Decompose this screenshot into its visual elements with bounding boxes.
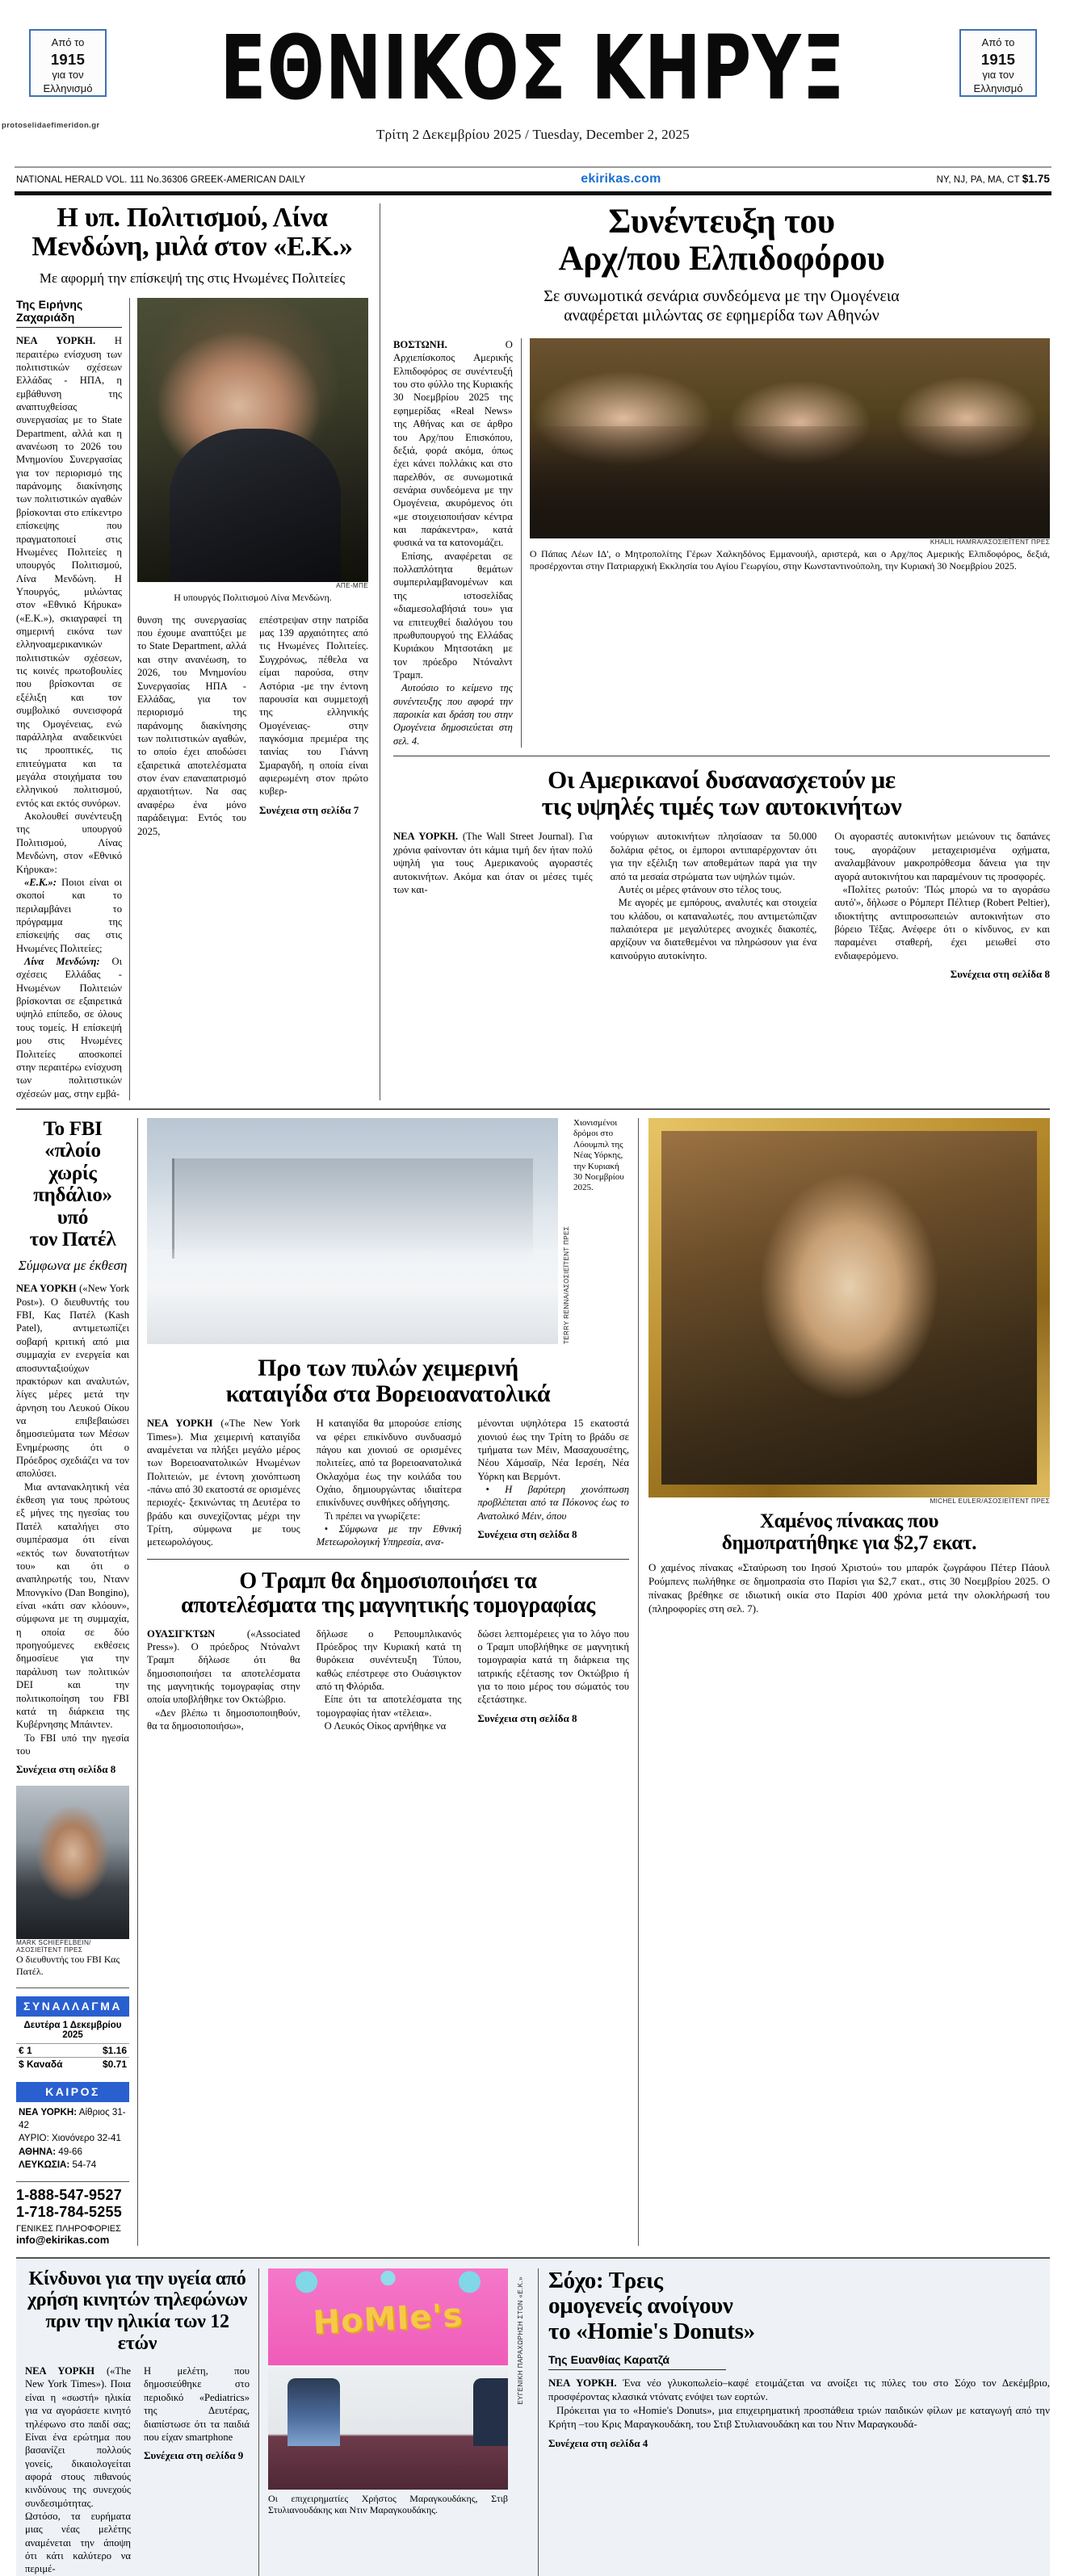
lead-left-byline: Της Ειρήνης Ζαχαριάδη: [16, 298, 122, 328]
donuts-jump[interactable]: Συνέχεια στη σελίδα 4: [548, 2436, 648, 2449]
fbi-p1-text: («New York Post»). Ο διευθυντής του FBI, Κας Πατέλ (Kash Patel), αντιμετωπίζει σοβαρή κριτική από μια συμμαχία εν ενεργεία και αποσυνταξιούχων πρακτόρων και αναλυτών, λίγες μέρες μετά την άρνηση του Λευκού Οίκου να επιβεβαιώσει δημοσιεύματα των Μέσων Ενημέρωσης ότι ο Πρόεδρος σχεδιάζει να τον απολύσει.: [16, 1283, 129, 1480]
fx-label-euro: € 1: [19, 2044, 32, 2056]
storm-photo-wrap: [147, 1118, 558, 1344]
wx-city-nicosia: ΛΕΥΚΩΣΙΑ:: [19, 2159, 70, 2171]
fbi-headline-4: τον Πατέλ: [29, 1229, 116, 1251]
fbi-headline-2: χωρίς: [48, 1162, 97, 1184]
lead-left-p4-text: Οι σχέσεις Ελλάδας - Ηνωμένων Πολιτειών βρίσκονται σε εξαιρετικά υψηλό επίπεδο, σε όλους τους τομείς. Η επίσκεψή μου στις Ηνωμένες Πολιτείες αποσκοπεί στην περαιτέρω ενίσχυση των πολιτιστικών σχέσεών μας, στην εμβά-: [16, 956, 122, 1100]
storm-col1: [147, 1417, 308, 1549]
website-link[interactable]: ekirikas.com: [581, 172, 661, 186]
cars-c3b: «Πολίτες ρωτούν: 'Πώς μπορώ να το αγοράσω αυτό'», δήλωσε ο Ρόμπερτ Πέλτιερ (Robert Peltier), ιδιοκτήτης αντιπροσωπειών αυτοκινήτων στο βόρειο Τέξας. Ανέφερε ότι ο κίνδυνος, εν και παραμένει σταθερή, έχει μειωθεί στο ενδιαφερόμενο.: [834, 883, 1050, 961]
lead-left-p1: [16, 334, 122, 810]
fbi-jump[interactable]: Συνέχεια στη σελίδα 8: [16, 1763, 116, 1776]
infobar-top-rule: [15, 166, 1051, 168]
fx-value-cad: $0.71: [102, 2058, 127, 2070]
middle-section: [16, 1108, 1050, 2246]
cars-headline: [393, 766, 1050, 819]
cars-c2: νούργιων αυτοκινήτων πλησίασαν τα 50.000 δολάρια φέτος, οι έμποροι αντιπαρέρχονταν ότι για την εξέλιξη των αποθεμάτων παρά για την από τα μεσαία στρώματα των υψηλών τιμών.: [610, 831, 817, 882]
donuts-headline-2: ομογενείς ανοίγουν: [548, 2293, 733, 2319]
donuts-dateline-city: ΝΕΑ ΥΟΡΚΗ.: [548, 2377, 617, 2390]
lead-right-body: [393, 338, 1050, 748]
lead-left-p3-text: Ποιοι είναι οι σκοποί και το περιλαμβάνει το πρόγραμμα της επίσκεψής σας στις Ηνωμένες Πολιτείες;: [16, 876, 122, 954]
storm-col2: [308, 1417, 470, 1549]
cars-c1-text: (The Wall Street Journal). Για χρόνια φαίνονταν ότι κάμια τιμή δεν ήταν πολύ υψηλή για τους Αμερικανούς αγοραστές αυτοκινήτων. Ακόμα και όταν οι μέσες τιμές των και-: [393, 831, 593, 895]
clergy-photo-credit: KHALIL HAMRA/ΑΣΟΣΙΕΪΤΕΝΤ ΠΡΕΣ: [930, 538, 1050, 546]
lead-left-col3: [253, 614, 368, 838]
snow-photo-caption: Χιονισμένοι δρόμοι στο Λόουμπιλ της Νέας Υόρκης, την Κυριακή 30 Νοεμβρίου 2025.: [573, 1117, 624, 1193]
r-sub-line-1: Σε συνωμοτικά σενάρια συνδεόμενα με την Ομογένεια: [543, 287, 900, 305]
donuts-p2: Πρόκειται για το «Homie's Donuts», μια επιχειρηματική προσπάθεια τριών παιδικών φίλων με καταγωγή από την Κρήτη –του Κρις Μαραγκουδάκη, του Στιβ Στυλιανουδάκη και του Ντιν Μαραγκουδά-: [548, 2404, 1050, 2430]
fbi-headline-1: Το FBI «πλοίο: [43, 1117, 103, 1162]
fx-value-euro: $1.16: [102, 2044, 127, 2056]
badge-year-r: 1915: [980, 50, 1016, 68]
donuts-headline-3: το «Homie's Donuts»: [548, 2318, 755, 2345]
fx-row-euro: [16, 2043, 129, 2057]
cars-jump[interactable]: Συνέχεια στη σελίδα 8: [950, 968, 1050, 981]
lead-right-subhead: [393, 287, 1050, 325]
painting-headline-1: Χαμένος πίνακας που: [759, 1510, 939, 1532]
lead-right-p1: [393, 338, 513, 550]
weather-row-tomorrow: [19, 2132, 127, 2145]
trump-col1: [147, 1627, 308, 1733]
fbi-subhead: Σύμφωνα με έκθεση: [18, 1257, 128, 1273]
cars-col3: [825, 830, 1050, 981]
trump-c2c: Ο Λευκός Οίκος αρνήθηκε να: [324, 1720, 447, 1732]
masthead-bottom-rule: [15, 191, 1051, 195]
trump-headline-1: Ο Τραμπ θα δημοσιοποιήσει τα: [239, 1568, 537, 1594]
patel-photo: [16, 1786, 129, 1939]
trump-c2b: Είπε ότι τα αποτελέσματα της τομογραφίας ήταν «τέλεια».: [316, 1694, 462, 1719]
phones-headline-1: Κίνδυνοι για την υγεία από: [28, 2268, 246, 2289]
dateline-city: ΝΕΑ ΥΟΡΚΗ.: [16, 335, 96, 347]
lead-left-subhead: Με αφορμή την επίσκεψή της στις Ηνωμένες Πολιτείες: [39, 270, 346, 286]
storm-dateline-city: ΝΕΑ ΥΟΡΚΗ: [147, 1418, 213, 1430]
lead-left-col1: [16, 298, 129, 1100]
painting-headline-2: δημοπρατήθηκε για $2,7 εκατ.: [721, 1531, 977, 1554]
trump-headline-2: αποτελέσματα της μαγνητικής τομογραφίας: [181, 1592, 595, 1618]
contact-email[interactable]: info@ekirikas.com: [16, 2233, 110, 2246]
cars-headline-2: τις υψηλές τιμές των αυτοκινήτων: [541, 792, 902, 821]
price-amount: $1.75: [1022, 173, 1050, 185]
lead-left-col2: [137, 614, 253, 838]
wx-val-nicosia: 54-74: [69, 2159, 97, 2171]
donuts-credit-wrap: [517, 2268, 538, 2576]
clergy-photo-caption: Ο Πάπας Λέων ΙΔ', ο Μητροπολίτης Γέρων Χαλκηδόνος Εμμανουήλ, αριστερά, και ο Αρχ/πος Αμερικής Ελπιδοφόρος, δεξιά, προσέρχονται στην Πατριαρχική Εκκλησία του Αγίου Γεωργίου, στην Κωνσταντινούπολη, την Κυριακή 30 Νοεμβρίου 2025.: [529, 548, 1050, 572]
patel-photo-caption: Ο διευθυντής του FBI Κας Πατέλ.: [16, 1954, 120, 1977]
fbi-p1: [16, 1282, 129, 1480]
trump-c1-text: («Associated Press»). Ο πρόεδρος Ντόναλντ Τραμπ δήλωσε ότι θα δημοσιοποιήσει τα αποτελέσματα της μαγνητικής τομογραφίας στην οποία υποβλήθηκε τον Οκτώβριο.: [147, 1627, 300, 1706]
r-headline-line-1: Συνέντευξη του: [608, 203, 835, 241]
storm-photo-row: [147, 1118, 629, 1344]
cars-c2b: Αυτές οι μέρες φτάνουν στο τέλος τους.: [618, 883, 782, 895]
badge-line3: για τον: [52, 69, 84, 82]
since-badge-right: [959, 29, 1037, 97]
cars-headline-1: Οι Αμερικανοί δυσανασχετούν με: [548, 765, 896, 794]
storm-headline-1: Προ των πυλών χειμερινή: [258, 1354, 518, 1381]
wx-val-athens: 49-66: [56, 2146, 82, 2157]
storm-article: [147, 1355, 629, 1549]
painting-photo-credit: MICHEL EULER/ΑΣΟΣΙΕΪΤΕΝΤ ΠΡΕΣ: [930, 1497, 1050, 1505]
masthead-logo-wrap: [0, 17, 1066, 120]
donuts-photos: [258, 2268, 517, 2576]
donuts-photo-credit: ΕΥΓΕΝΙΚΗ ΠΑΡΑΧΩΡΗΣΗ ΣΤΟΝ «Ε.Κ.»: [517, 2276, 524, 2405]
badge-line4: Ελληνισμό: [43, 82, 93, 94]
wx-city-athens: ΑΘΗΝΑ:: [19, 2146, 57, 2157]
weather-row-ny: [19, 2106, 127, 2133]
exchange-rate-box: [16, 1987, 129, 2071]
wx-city-ny: ΝΕΑ ΥΟΡΚΗ:: [19, 2106, 78, 2117]
painting-text: Ο χαμένος πίνακας «Σταύρωση του Ιησού Χριστού» του μπαρόκ ζωγράφου Πέτερ Πάουλ Ρούμπενς πωλήθηκε σε δημοπρασία στο Παρίσι για $2,7 εκατ., στις 30 Νοεμβρίου 2025. Ο πίνακας βρέθηκε σε ιδιωτική οικία στο Παρίσι 400 χρόνια μετά την ολοκλήρωσή του (πληροφορίες στη σελ. 7).: [648, 1561, 1050, 1615]
lead-left-col2-text: θυνση της συνεργασίας που έχουμε αναπτύξει με το State Department, αλλά και στην ανανέωση, το 2026, του Μνημονίου Συνεργασίας ΗΠΑ - Ελλάδας, για τον περιορισμό της παράνομης διακίνησης των πολιτιστικών αγαθών, το οποίο έχει αποδώσει εξαιρετικά αποτελέσματα στον έναν επαναπατρισμό αρχαιοτήτων. Να σας αναφέρω ένα μόνο παράδειγμα: Εντός του 2025,: [137, 614, 246, 837]
phones-col1: [25, 2364, 137, 2576]
trump-c1: [147, 1627, 300, 1707]
top-section: [16, 203, 1050, 1100]
mendoni-photo-caption: Η υπουργός Πολιτισμού Λίνα Μενδώνη.: [174, 592, 332, 604]
dateline: Τρίτη 2 Δεκεμβρίου 2025 / Tuesday, December 2, 2025: [376, 127, 690, 143]
storm-c2: Η καταιγίδα θα μπορούσε επίσης να φέρει επικίνδυνο συνδυασμό πάγου και χιονιού σε ορισμένες πολιτείες, από τα βορειοανατολικά Οκλαχόμα έως την κοιλάδα του Οχάιο, δημιουργώντας ιδιαίτερα επικίνδυνες συνθήκες οδήγησης.: [316, 1418, 462, 1509]
general-info-label: ΓΕΝΙΚΕΣ ΠΛΗΡΟΦΟΡΙΕΣ: [16, 2223, 121, 2234]
patel-photo-credit: MARK SCHIEFELBEIN/ΑΣΟΣΙΕΪΤΕΝΤ ΠΡΕΣ: [16, 1939, 91, 1954]
storm-c3b: • Η βαρύτερη χιονόπτωση προβλέπεται από τα Πόκονος έως το Ανατολικό Μέιν, όπου: [477, 1483, 629, 1522]
fbi-dateline-city: ΝΕΑ ΥΟΡΚΗ: [16, 1283, 77, 1295]
masthead: [0, 0, 1066, 158]
clergy-photo: [530, 338, 1050, 538]
lead-right-p3: Αυτούσιο το κείμενο της συνέντευξης που αφορά την παροικία και δράση του στην Ομογένεια δημοσιεύεται στη σελ. 4.: [393, 682, 513, 747]
wx-val-ny: Αίθριος 31-42: [19, 2106, 126, 2131]
fx-date: Δευτέρα 1 Δεκεμβρίου 2025: [23, 2020, 122, 2040]
since-badge-left: [29, 29, 107, 97]
storm-caption-wrap: [558, 1118, 629, 1344]
price-info: [937, 173, 1050, 185]
homies-logo-text: HoMIe's: [312, 2297, 464, 2343]
badge-line4-r: Ελληνισμό: [973, 82, 1023, 94]
source-watermark: protoselidaefimeridon.gr: [2, 121, 100, 130]
newspaper-logo: ΕΘΝΙΚΟΣ ΚΗΡΥΞ: [220, 17, 846, 120]
fbi-article: [16, 1118, 137, 2246]
donuts-founders-photo: [268, 2369, 508, 2490]
storm-headline: [147, 1355, 629, 1407]
fbi-p3: Το FBI υπό την ηγεσία του: [16, 1732, 129, 1757]
lead-left-p4: [16, 955, 122, 1100]
infobar: [16, 172, 1050, 186]
phones-p2: Η μελέτη, που δημοσιεύθηκε στο περιοδικό «Pediatrics» της Δευτέρας, διαπίστωσε ότι τα παιδιά που είχαν smartphone: [144, 2365, 250, 2443]
storm-col3: [469, 1417, 629, 1549]
badge-line3-r: για τον: [982, 69, 1014, 82]
fx-label-cad: $ Καναδά: [19, 2058, 63, 2070]
weather-rows: [16, 2102, 129, 2176]
fx-title: ΣΥΝΑΛΛΑΓΜΑ: [16, 1996, 129, 2017]
lead-right-p2: Επίσης, αναφέρεται σε πολλαπλότητα θεμάτων συμπεριλαμβανομένων και της ιστοσελίδας «διαμεσολαβήσιά του» για να επιτευχθεί διαλόγου του πρωθυπουργού της Ελλάδας Κυριάκου Μητσοτάκη με τον πρόεδρο Ντόναλντ Τραμπ.: [393, 550, 513, 681]
lead-left-headline: [16, 203, 368, 262]
center-column: [137, 1118, 638, 2246]
painting-headline: [648, 1511, 1050, 1555]
phones-headline-3: πριν την ηλικία των 12 ετών: [45, 2311, 229, 2355]
lead-left-article: [16, 203, 380, 1100]
storm-c1-text: («The New York Times»). Μια χειμερινή καταιγίδα αναμένεται να πλήξει μεγάλο μέρος των Βορειοανατολικών Ηνωμένων Πολιτειών, με έντονη χιονόπτωση -πάνω από 30 εκατοστά σε ορισμένες περιοχές- ξεκινώντας τη Δευτέρα το βράδυ και συνεχίζοντας μέχρι την Τρίτη, σύμφωνα με τους μετεωρολόγους.: [147, 1418, 300, 1548]
lead-left-p1-text: Η περαιτέρω ενίσχυση των πολιτιστικών σχέσεων Ελλάδας - ΗΠΑ, η εμβάθυνση της αναπτυχθείσας συνεργασίας με το State Department, αλλά και η ανανέωση το 2026 του Μνημονίου Συνεργασίας για τον περιορισμό της παράνομης διακίνησης των πολιτιστικών αγαθών βρίσκονται στο επίκεντρο επίσκεψης που πραγματοποιεί στις Ηνωμένες Πολιτείες η υπουργός Πολιτισμού, Λίνα Μενδώνη. Η Υπουργός, μιλώντας στον «Εθνικό Κήρυκα» («Ε.Κ.»), σκιαγραφεί τη σημερινή εικόνα των ελληνοαμερικανικών πολιτιστικών σχέσεων, τις κοινές πρωτοβουλίες που βρίσκονται σε εξέλιξη και τον συμβολικό συνεισφορά της Ομογένειας, ενώ παράλληλα αναδεικνύει τις προοπτικές, τις επιτεύγματα και τα μεγάλα στοιχήματα του ελληνικού πολιτισμού, εντός και εκτός συνόρων.: [16, 335, 122, 809]
contact-phones: [16, 2181, 129, 2221]
lead-left-col3-text: επέστρεψαν στην πατρίδα μας 139 αρχαιότητες από τις Ηνωμένες Πολιτείες. Συγχρόνως, πέθελα να είμαι παρούσα, στην Αστόρια -με την έντονη παρουσία και συμμετοχή της ελληνικής Ομογένειας- στην παγκόσμια πρεμιέρα της ταινίας του Γιάννη Σμαραγδή, η οποία είναι αφιερωμένη στον πρώτο κυβερ-: [259, 614, 368, 798]
lead-right-p1-text: Ο Αρχιεπίσκοπος Αμερικής Ελπιδοφόρος σε συνέντευξή του στο φύλλο της Κυριακής 30 Νοεμβρίου 2025 της εφημερίδας «Real News» της Αθήνας και σε άρθρο του Αρχ/που Επισκόπου, δεξιά, φορά ακόμα, όπως έχει κάνει πολλάκις και στο παρελθόν, σε συνωμοτικά σενάρια συνδεόμενα με την Ομογένεια, ακυρόμενος ότι «με στοιχειοποιήσαν κέντρα και παράκεντρα», κατά φυσικά να τα κατονομάζει.: [393, 339, 513, 549]
trump-c3: δώσει λεπτομέρειες για το λόγο που ο Τραμπ υποβλήθηκε σε μαγνητική τομογραφία κατά τη διάρκεια της ιατρικής εξέτασης τον Οκτώβριο ή για το ποιο μέρος του σώματός του εξετάστηκε.: [477, 1627, 629, 1706]
mendoni-photo-credit: ΑΠΕ-ΜΠΕ: [336, 582, 368, 590]
homies-logo-photo: [268, 2268, 508, 2365]
price-regions: NY, NJ, PA, MA, CT: [936, 175, 1022, 185]
lead-left-p3: [16, 876, 122, 955]
trump-article: [147, 1559, 629, 1733]
phones-p1: [25, 2364, 131, 2576]
wx-val-tomorrow: Χιονόνερο 32-41: [48, 2133, 121, 2144]
answer-label: Λίνα Μενδώνη:: [24, 956, 100, 968]
storm-headline-2: καταιγίδα στα Βορειοανατολικά: [225, 1380, 551, 1408]
lead-right-photo-col: [521, 338, 1050, 748]
weather-row-nicosia: [19, 2159, 127, 2172]
cars-dateline-city: ΝΕΑ ΥΟΡΚΗ.: [393, 831, 459, 843]
r-dateline-city: ΒΟΣΤΩΝΗ.: [393, 339, 447, 350]
r-sub-line-2: αναφέρεται μιλώντας σε εφημερίδα των Αθηνών: [564, 307, 879, 325]
headline-line-2: Μενδώνη, μιλά στον «Ε.Κ.»: [31, 232, 353, 262]
question-label: «Ε.Κ.»:: [24, 876, 57, 888]
phones-jump[interactable]: Συνέχεια στη σελίδα 9: [144, 2449, 244, 2462]
donuts-photo-caption: Οι επιχειρηματίες Χρήστος Μαραγκουδάκης, Στιβ Στυλιανουδάκης και Ντιν Μαραγκουδάκης.: [268, 2492, 508, 2516]
weather-row-athens: [19, 2146, 127, 2159]
cars-col1: [393, 830, 602, 981]
trump-col2: [308, 1627, 470, 1733]
lead-left-jump[interactable]: Συνέχεια στη σελίδα 7: [259, 803, 359, 816]
trump-col3: [469, 1627, 629, 1733]
trump-c1b: «Δεν βλέπω τι δημοσιοποιηθούν, θα τα δημοσιοποιήσω»,: [147, 1707, 300, 1732]
wx-city-tomorrow: ΑΥΡΙΟ:: [19, 2133, 49, 2144]
badge-line1: Από το: [51, 36, 85, 48]
phones-dateline-city: ΝΕΑ ΥΟΡΚΗ: [25, 2365, 95, 2377]
fx-row-cad: [16, 2057, 129, 2071]
storm-c1: [147, 1417, 300, 1549]
bottom-section: [16, 2257, 1050, 2576]
trump-headline: [147, 1569, 629, 1618]
general-info: [16, 2221, 129, 2246]
trump-dateline-city: ΟΥΑΣΙΓΚΤΩΝ: [147, 1627, 216, 1640]
phone-local[interactable]: 1-718-784-5255: [16, 2203, 122, 2220]
fbi-headline-3: πηδάλιο» υπό: [33, 1184, 112, 1229]
lead-left-photo-col: [129, 298, 368, 1100]
storm-c2b: Τι πρέπει να γνωρίζετε:: [324, 1510, 421, 1522]
weather-title: ΚΑΙΡΟΣ: [16, 2082, 129, 2102]
donuts-headline-1: Σόχο: Τρεις: [548, 2267, 663, 2293]
headline-line-1: Η υπ. Πολιτισμού, Λίνα: [57, 203, 328, 232]
phones-article: [16, 2268, 258, 2576]
phones-col2: [137, 2364, 250, 2576]
lead-right-headline: [393, 203, 1050, 278]
cars-c3: Οι αγοραστές αυτοκινήτων μειώνουν τις δαπάνες τους, αγοράζουν μεταχειρισμένα οχήματα, αναλαμβάνουν μακροπρόθεσμα δάνεια για την αγορά αυτοκινήτου και παραμένουν τις προσφορές.: [834, 831, 1050, 882]
phone-toll-free[interactable]: 1-888-547-9527: [16, 2186, 122, 2203]
rubens-painting-photo: [648, 1118, 1050, 1497]
phones-p1-text: («The New York Times»). Ποια είναι η «σωστή» ηλικία για να αγοράσετε κινητό τηλέφωνο στο παιδί σας; Είναι ένα ερώτημα που βασανίζει πολλούς γονείς, δικαιολογείται αφορά στους πιθανούς κινδύνους της συνεχούς συνδεσιμότητας. Ωστόσο, τα ευρήματα μιας νέας μελέτης αναμένεται την άποψη ότι κάτι καλύτερο να περιμέ-: [25, 2365, 132, 2575]
fbi-p2: Μια αντανακλητική νέα έκθεση για τους πρώτους εξ μήνες της ηγεσίας του Πατέλ καταλήγει στο συμπέρασμα ότι είναι «εκτός των δυνατοτήτων του» και ότι ο αναπληρωτής του, Ντανν Μπονγκίνο (Dan Bongino), είναι «κάτι σαν κλόουν», σύμφωνα με τη συμμαχία, η οποία σε δύο προηγούμενες εκθέσεις δημοσίευε για την παράλυση των πολιτικών DEI και την πολιτικοποίηση του FBI κατά τη διάρκεια της Κυβέρνησης Μπάιντεν.: [16, 1481, 129, 1731]
storm-c2c: • Σύμφωνα με την Εθνική Μετεωρολογική Υπηρεσία, ανα-: [316, 1523, 462, 1548]
donuts-p1-text: Ένα νέο γλυκοπωλείο–καφέ ετοιμάζεται να ανοίξει τις πύλες του στο Σόχο τον Δεκέμβριο, προσφέροντας κλασικά ντόνατς ενόψει των εορτών.: [548, 2377, 1050, 2403]
donuts-article: [538, 2268, 1050, 2576]
lead-left-p2: Ακολουθεί συνέντευξη της υπουργού Πολιτισμού, Λίνας Μενδώνη, στον «Εθνικό Κήρυκα»:: [16, 810, 122, 875]
fbi-headline: [16, 1118, 129, 1251]
snow-photo-credit: TERRY RENNA/ΑΣΟΣΙΕΪΤΕΝΤ ΠΡΕΣ: [563, 1225, 570, 1344]
storm-jump[interactable]: Συνέχεια στη σελίδα 8: [477, 1528, 577, 1541]
edition-info: NATIONAL HERALD VOL. 111 No.36306 GREEK-AMERICAN DAILY: [16, 175, 306, 185]
snow-street-photo: [147, 1118, 558, 1344]
lead-right-col1: [393, 338, 521, 748]
cars-c1: [393, 830, 593, 896]
lead-right-section: [380, 203, 1050, 1100]
weather-box: [16, 2082, 129, 2176]
mendoni-photo: [137, 298, 368, 582]
trump-jump[interactable]: Συνέχεια στη σελίδα 8: [477, 1711, 577, 1724]
cars-col2: [602, 830, 826, 981]
phones-headline-2: χρήση κινητών τηλεφώνων: [27, 2289, 248, 2311]
trump-c2: δήλωσε ο Ρεπουμπλικανός Πρόεδρος την Κυριακή κατά τη θυρόκεια συνέντευξη Τύπου, καθώς επέστρεφε στο Ουάσιγκτον από τη Φλόριδα.: [316, 1627, 462, 1693]
donuts-p1: [548, 2377, 1050, 2404]
r-headline-line-2: Αρχ/που Ελπιδοφόρου: [558, 240, 885, 278]
phones-headline: [25, 2268, 250, 2356]
painting-article: [638, 1118, 1050, 2246]
cars-c2c: Με αγορές με εμπόρους, αναλυτές και στοιχεία του κλάδου, οι καταναλωτές, που αντιμετώπιζαν παλαιότερα με μεγαλύτερες ανοχικές διακοπές, αρχίζουν να διατεθεμένοι να πληρώσουν για ένα καινούργιο αυτοκίνητο.: [610, 897, 817, 961]
donuts-byline: Της Ευανθίας Καρατζά: [548, 2353, 726, 2370]
badge-line1-r: Από το: [981, 36, 1015, 48]
storm-c3: μένονται υψηλότερα 15 εκατοστά χιονιού έως την Τρίτη το βράδυ σε τμήματα των Μέιν, Μασαχουσέτης, Νέου Χάμσαϊρ, Νέα Ιερσέη, Νέα Υόρκη και Βερμόντ.: [477, 1418, 629, 1482]
badge-year: 1915: [50, 50, 86, 68]
cars-article: [393, 756, 1050, 981]
donuts-headline: [548, 2268, 1050, 2346]
